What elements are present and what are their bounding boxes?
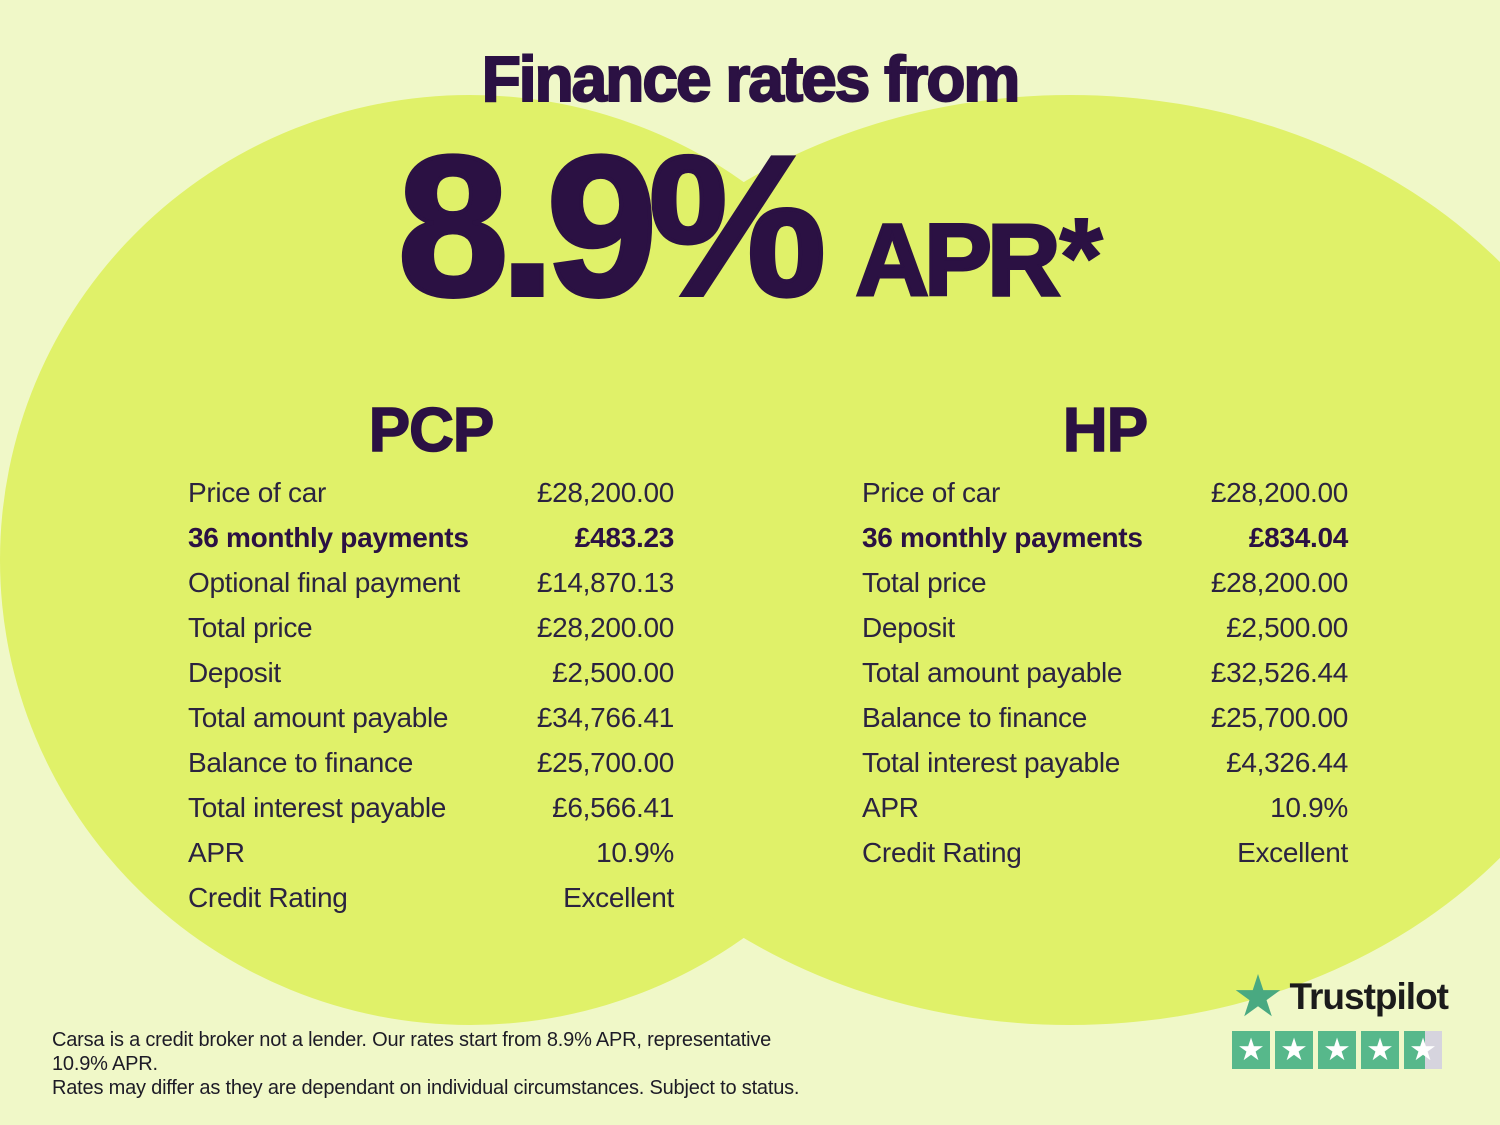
trustpilot-logo [1232, 964, 1448, 1029]
row-value: Excellent [1237, 836, 1348, 868]
row-value: £483.23 [574, 521, 674, 553]
row-label: Deposit [862, 611, 955, 643]
trustpilot-wordmark: Trustpilot [1289, 976, 1448, 1017]
disclaimer [52, 1028, 812, 1100]
trustpilot-rating-stars [1232, 1031, 1448, 1069]
hp-heading: HP [1062, 396, 1148, 465]
table-row [862, 830, 1348, 875]
star-icon: ★ [1366, 1032, 1394, 1067]
pcp-column [188, 398, 674, 920]
row-value: £25,700.00 [536, 746, 674, 778]
row-value: 10.9% [596, 836, 674, 868]
pcp-table [188, 470, 674, 920]
row-label: Total price [862, 566, 987, 598]
row-label: Deposit [188, 656, 281, 688]
row-value: £14,870.13 [536, 566, 674, 598]
row-value: Excellent [563, 881, 674, 913]
rating-star-box [1318, 1031, 1356, 1069]
row-value: £28,200.00 [1210, 566, 1348, 598]
table-row [188, 875, 674, 920]
headline-rate-suffix: APR [855, 203, 1056, 317]
row-value: £834.04 [1248, 521, 1348, 553]
row-value: £6,566.41 [552, 791, 674, 823]
row-value: £32,526.44 [1210, 656, 1348, 688]
table-row [188, 515, 674, 560]
table-row [862, 695, 1348, 740]
trustpilot-badge [1232, 964, 1448, 1069]
table-row [862, 785, 1348, 830]
row-label: Credit Rating [862, 836, 1022, 868]
table-row [862, 515, 1348, 560]
row-label: Total amount payable [862, 656, 1123, 688]
table-row [188, 785, 674, 830]
row-value: £4,326.44 [1226, 746, 1348, 778]
row-label: Balance to finance [862, 701, 1087, 733]
row-value: £28,200.00 [536, 611, 674, 643]
table-row [188, 650, 674, 695]
table-row [188, 560, 674, 605]
pcp-heading: PCP [368, 396, 494, 465]
star-icon: ★ [1409, 1032, 1437, 1067]
row-value: £34,766.41 [536, 701, 674, 733]
page-title: Finance rates from [481, 43, 1019, 115]
hp-table [862, 470, 1348, 875]
star-icon: ★ [1323, 1032, 1351, 1067]
rating-star-box [1232, 1031, 1270, 1069]
row-label: APR [188, 836, 245, 868]
headline-asterisk: * [1059, 196, 1103, 319]
headline-rate-value: 8.9% [397, 115, 818, 338]
hp-column [862, 398, 1348, 875]
table-row [188, 695, 674, 740]
row-value: 10.9% [1270, 791, 1348, 823]
table-row [188, 470, 674, 515]
row-label: Total amount payable [188, 701, 449, 733]
disclaimer-line-2: Rates may differ as they are dependant on individual circumstances. Subject to status. [52, 1077, 800, 1099]
row-value: £25,700.00 [1210, 701, 1348, 733]
row-label: APR [862, 791, 919, 823]
row-label: Total price [188, 611, 313, 643]
table-row [862, 740, 1348, 785]
row-label: Total interest payable [188, 791, 447, 823]
star-icon: ★ [1280, 1032, 1308, 1067]
rating-star-box-half [1404, 1031, 1442, 1069]
rating-star-box [1361, 1031, 1399, 1069]
disclaimer-line-1: Carsa is a credit broker not a lender. Our rates start from 8.9% APR, representative 10.9% APR. [52, 1029, 772, 1075]
row-label: 36 monthly payments [188, 521, 469, 553]
row-label: Balance to finance [188, 746, 413, 778]
star-icon: ★ [1237, 1032, 1265, 1067]
table-row [862, 560, 1348, 605]
row-label: Price of car [188, 476, 326, 508]
row-label: Price of car [862, 476, 1000, 508]
row-label: 36 monthly payments [862, 521, 1143, 553]
row-value: £2,500.00 [1226, 611, 1348, 643]
row-value: £28,200.00 [1210, 476, 1348, 508]
row-label: Optional final payment [188, 566, 461, 598]
row-value: £28,200.00 [536, 476, 674, 508]
table-row [188, 740, 674, 785]
row-label: Credit Rating [188, 881, 348, 913]
table-row [188, 605, 674, 650]
rating-star-box [1275, 1031, 1313, 1069]
table-row [862, 605, 1348, 650]
row-label: Total interest payable [862, 746, 1121, 778]
headline-rate [397, 112, 1102, 342]
row-value: £2,500.00 [552, 656, 674, 688]
table-row [862, 650, 1348, 695]
table-row [862, 470, 1348, 515]
trustpilot-star-icon: ★ [1232, 964, 1284, 1029]
table-row [188, 830, 674, 875]
